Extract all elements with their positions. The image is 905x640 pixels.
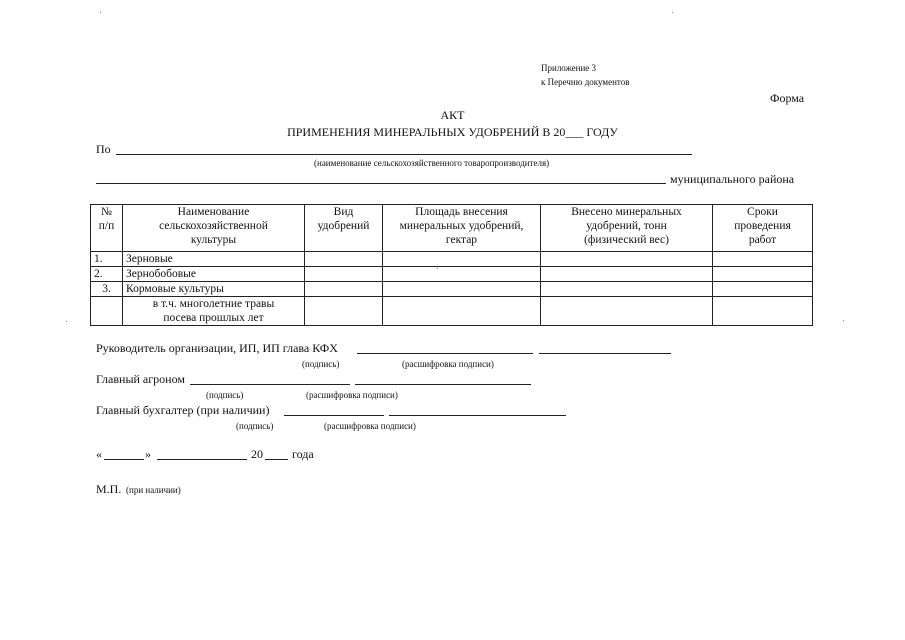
- act-subtitle: ПРИМЕНЕНИЯ МИНЕРАЛЬНЫХ УДОБРЕНИЙ В 20___ ГОДУ: [287, 125, 618, 139]
- producer-prefix: По: [96, 142, 111, 156]
- row-crop: Зерновые: [123, 252, 305, 267]
- cell-area[interactable]: [383, 267, 541, 282]
- table-row: [91, 267, 813, 282]
- row-crop: Кормовые культуры: [123, 282, 305, 297]
- district-suffix: муниципального района: [670, 172, 795, 186]
- agronomist-sign-hint: (подпись): [206, 390, 244, 400]
- form-label: Форма: [770, 91, 805, 105]
- date-open-quote: «: [96, 447, 102, 461]
- fertilizer-table: [90, 204, 813, 326]
- stamp-hint: (при наличии): [126, 485, 181, 495]
- accountant-decode-hint: (расшифровка подписи): [324, 421, 416, 431]
- head-decode-hint: (расшифровка подписи): [402, 359, 494, 369]
- agronomist-sign-line[interactable]: [190, 384, 350, 385]
- header-fertilizer-type: Вид удобрений: [305, 205, 383, 252]
- row-number: 1.: [91, 252, 123, 267]
- date-year-line[interactable]: [265, 459, 288, 460]
- cell-area[interactable]: [383, 297, 541, 326]
- agronomist-decode-line[interactable]: [355, 384, 531, 385]
- cell-timing[interactable]: [713, 282, 813, 297]
- agronomist-decode-hint: (расшифровка подписи): [306, 390, 398, 400]
- head-sign-hint: (подпись): [302, 359, 340, 369]
- scan-speck: [843, 320, 844, 321]
- date-month-line[interactable]: [157, 459, 247, 460]
- head-decode-line[interactable]: [539, 353, 671, 354]
- table-row: [91, 252, 813, 267]
- cell-timing[interactable]: [713, 297, 813, 326]
- cell-fertilizer-type[interactable]: [305, 282, 383, 297]
- scan-speck: [100, 12, 101, 13]
- row-number: [91, 297, 123, 326]
- row-crop-sub: в т.ч. многолетние травы посева прошлых лет: [123, 297, 305, 326]
- producer-hint: (наименование сельскохозяйственного товаропроизводителя): [314, 158, 550, 168]
- header-crop: Наименование сельскохозяйственной культуры: [123, 205, 305, 252]
- cell-fertilizer-type[interactable]: [305, 297, 383, 326]
- header-area: Площадь внесения минеральных удобрений, гектар: [383, 205, 541, 252]
- scan-speck: [66, 321, 67, 322]
- row-number: 2.: [91, 267, 123, 282]
- row-crop: Зернобобовые: [123, 267, 305, 282]
- accountant-label: Главный бухгалтер (при наличии): [96, 403, 270, 417]
- date-day-line[interactable]: [104, 459, 144, 460]
- stamp-label: М.П.: [96, 482, 122, 496]
- date-close-quote: »: [145, 447, 151, 461]
- header-applied-amount: Внесено минеральных удобрений, тонн (физический вес): [541, 205, 713, 252]
- cell-timing[interactable]: [713, 252, 813, 267]
- cell-applied-amount[interactable]: [541, 282, 713, 297]
- head-sign-line[interactable]: [357, 353, 533, 354]
- cell-area[interactable]: [383, 282, 541, 297]
- appendix-line-2: к Перечню документов: [541, 77, 630, 87]
- table-header-row: [91, 205, 813, 252]
- act-title: АКТ: [440, 108, 465, 122]
- district-name-line[interactable]: [96, 183, 666, 184]
- accountant-sign-line[interactable]: [284, 415, 384, 416]
- cell-applied-amount[interactable]: [541, 252, 713, 267]
- header-number: № п/п: [91, 205, 123, 252]
- appendix-line-1: Приложение 3: [541, 63, 597, 73]
- agronomist-label: Главный агроном: [96, 372, 185, 386]
- scan-speck: [672, 12, 673, 13]
- producer-name-line[interactable]: [116, 154, 692, 155]
- cell-applied-amount[interactable]: [541, 297, 713, 326]
- scan-speck: [437, 268, 438, 269]
- accountant-sign-hint: (подпись): [236, 421, 274, 431]
- header-timing: Сроки проведения работ: [713, 205, 813, 252]
- cell-fertilizer-type[interactable]: [305, 252, 383, 267]
- cell-applied-amount[interactable]: [541, 267, 713, 282]
- cell-fertilizer-type[interactable]: [305, 267, 383, 282]
- date-year-prefix: 20: [251, 447, 263, 461]
- accountant-decode-line[interactable]: [389, 415, 566, 416]
- date-year-suffix: года: [292, 447, 314, 461]
- cell-area[interactable]: [383, 252, 541, 267]
- row-number: 3.: [91, 282, 123, 297]
- head-label: Руководитель организации, ИП, ИП глава КФХ: [96, 341, 338, 355]
- cell-timing[interactable]: [713, 267, 813, 282]
- table-row: [91, 282, 813, 297]
- table-subrow: [91, 297, 813, 326]
